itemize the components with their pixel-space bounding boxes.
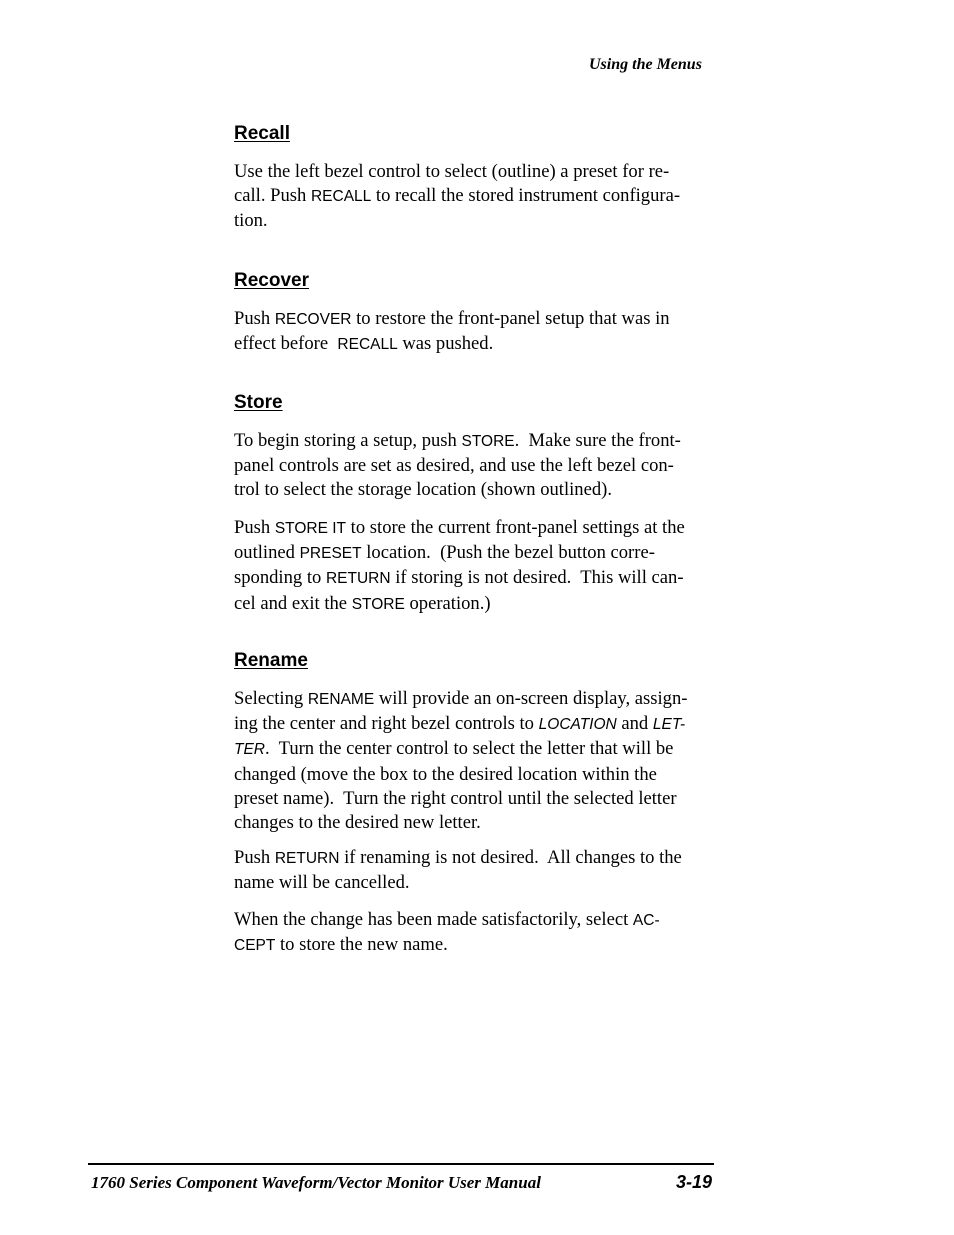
store-key-label: STORE [351, 595, 405, 613]
accept-key-label: CEPT [234, 937, 276, 955]
return-key-label: RETURN [325, 570, 391, 588]
text-line: Use the left bezel control to select (outline) a preset for re- [234, 161, 670, 182]
letter-control-label: TER [234, 741, 265, 759]
recall-paragraph [234, 160, 734, 234]
recover-heading: Recover [234, 270, 309, 291]
text-line: CEPT to store the new name. [234, 934, 448, 956]
page-number: 3-19 [676, 1172, 713, 1192]
text-line: name will be cancelled. [234, 872, 410, 894]
store-key-label: STORE [461, 433, 515, 450]
text-line: cel and exit the STORE operation.) [234, 592, 491, 614]
store-heading: Store [234, 392, 283, 413]
text-line: call. Push RECALL to recall the stored instrument configura- [234, 185, 681, 207]
recover-key-label: RECOVER [274, 311, 352, 328]
accept-key-label: AC- [632, 912, 660, 929]
text-line: changed (move the box to the desired location within the [234, 763, 657, 785]
text-line: Push STORE IT to store the current front-panel settings at the [234, 517, 685, 538]
text-line: outlined PRESET location. (Push the bezel button corre- [234, 542, 655, 564]
text-line: TER. Turn the center control to select the letter that will be [234, 738, 674, 760]
text-line: tion. [234, 210, 268, 232]
text-line: preset name). Turn the right control until the selected letter [234, 787, 677, 809]
text-line: Selecting RENAME will provide an on-screen display, assign- [234, 688, 688, 709]
rename-paragraph-1 [234, 687, 734, 835]
text-line: Push RETURN if renaming is not desired. All changes to the [234, 847, 682, 868]
running-head: Using the Menus [589, 56, 702, 73]
text-line: To begin storing a setup, push STORE. Make sure the front- [234, 430, 681, 451]
text-line: ing the center and right bezel controls to LOCATION and LET- [234, 713, 686, 735]
text-line: When the change has been made satisfactorily, select AC- [234, 909, 660, 930]
return-key-label: RETURN [274, 850, 340, 867]
location-control-label: LOCATION [538, 716, 617, 734]
text-line: trol to select the storage location (shown outlined). [234, 479, 612, 501]
text-line: changes to the desired new letter. [234, 812, 481, 834]
recall-key-label: RECALL [337, 336, 398, 354]
text-line: effect before RECALL was pushed. [234, 333, 494, 355]
recall-key-label: RECALL [310, 188, 372, 206]
recover-paragraph [234, 307, 734, 357]
text-line: sponding to RETURN if storing is not desired. This will can- [234, 567, 684, 589]
preset-key-label: PRESET [299, 545, 362, 563]
text-line: Push RECOVER to restore the front-panel setup that was in [234, 308, 670, 329]
rename-paragraph-3 [234, 908, 734, 958]
store-it-key-label: STORE IT [274, 520, 347, 537]
rename-heading: Rename [234, 650, 308, 671]
store-paragraph-2 [234, 516, 734, 617]
letter-control-label: LET- [652, 716, 686, 734]
rename-paragraph-2 [234, 846, 734, 895]
rename-key-label: RENAME [307, 691, 375, 708]
footer-rule [88, 1163, 714, 1165]
recall-heading: Recall [234, 123, 290, 144]
text-line: panel controls are set as desired, and use the left bezel con- [234, 455, 674, 477]
store-paragraph-1 [234, 429, 734, 503]
footer-title: 1760 Series Component Waveform/Vector Monitor User Manual [91, 1173, 541, 1192]
